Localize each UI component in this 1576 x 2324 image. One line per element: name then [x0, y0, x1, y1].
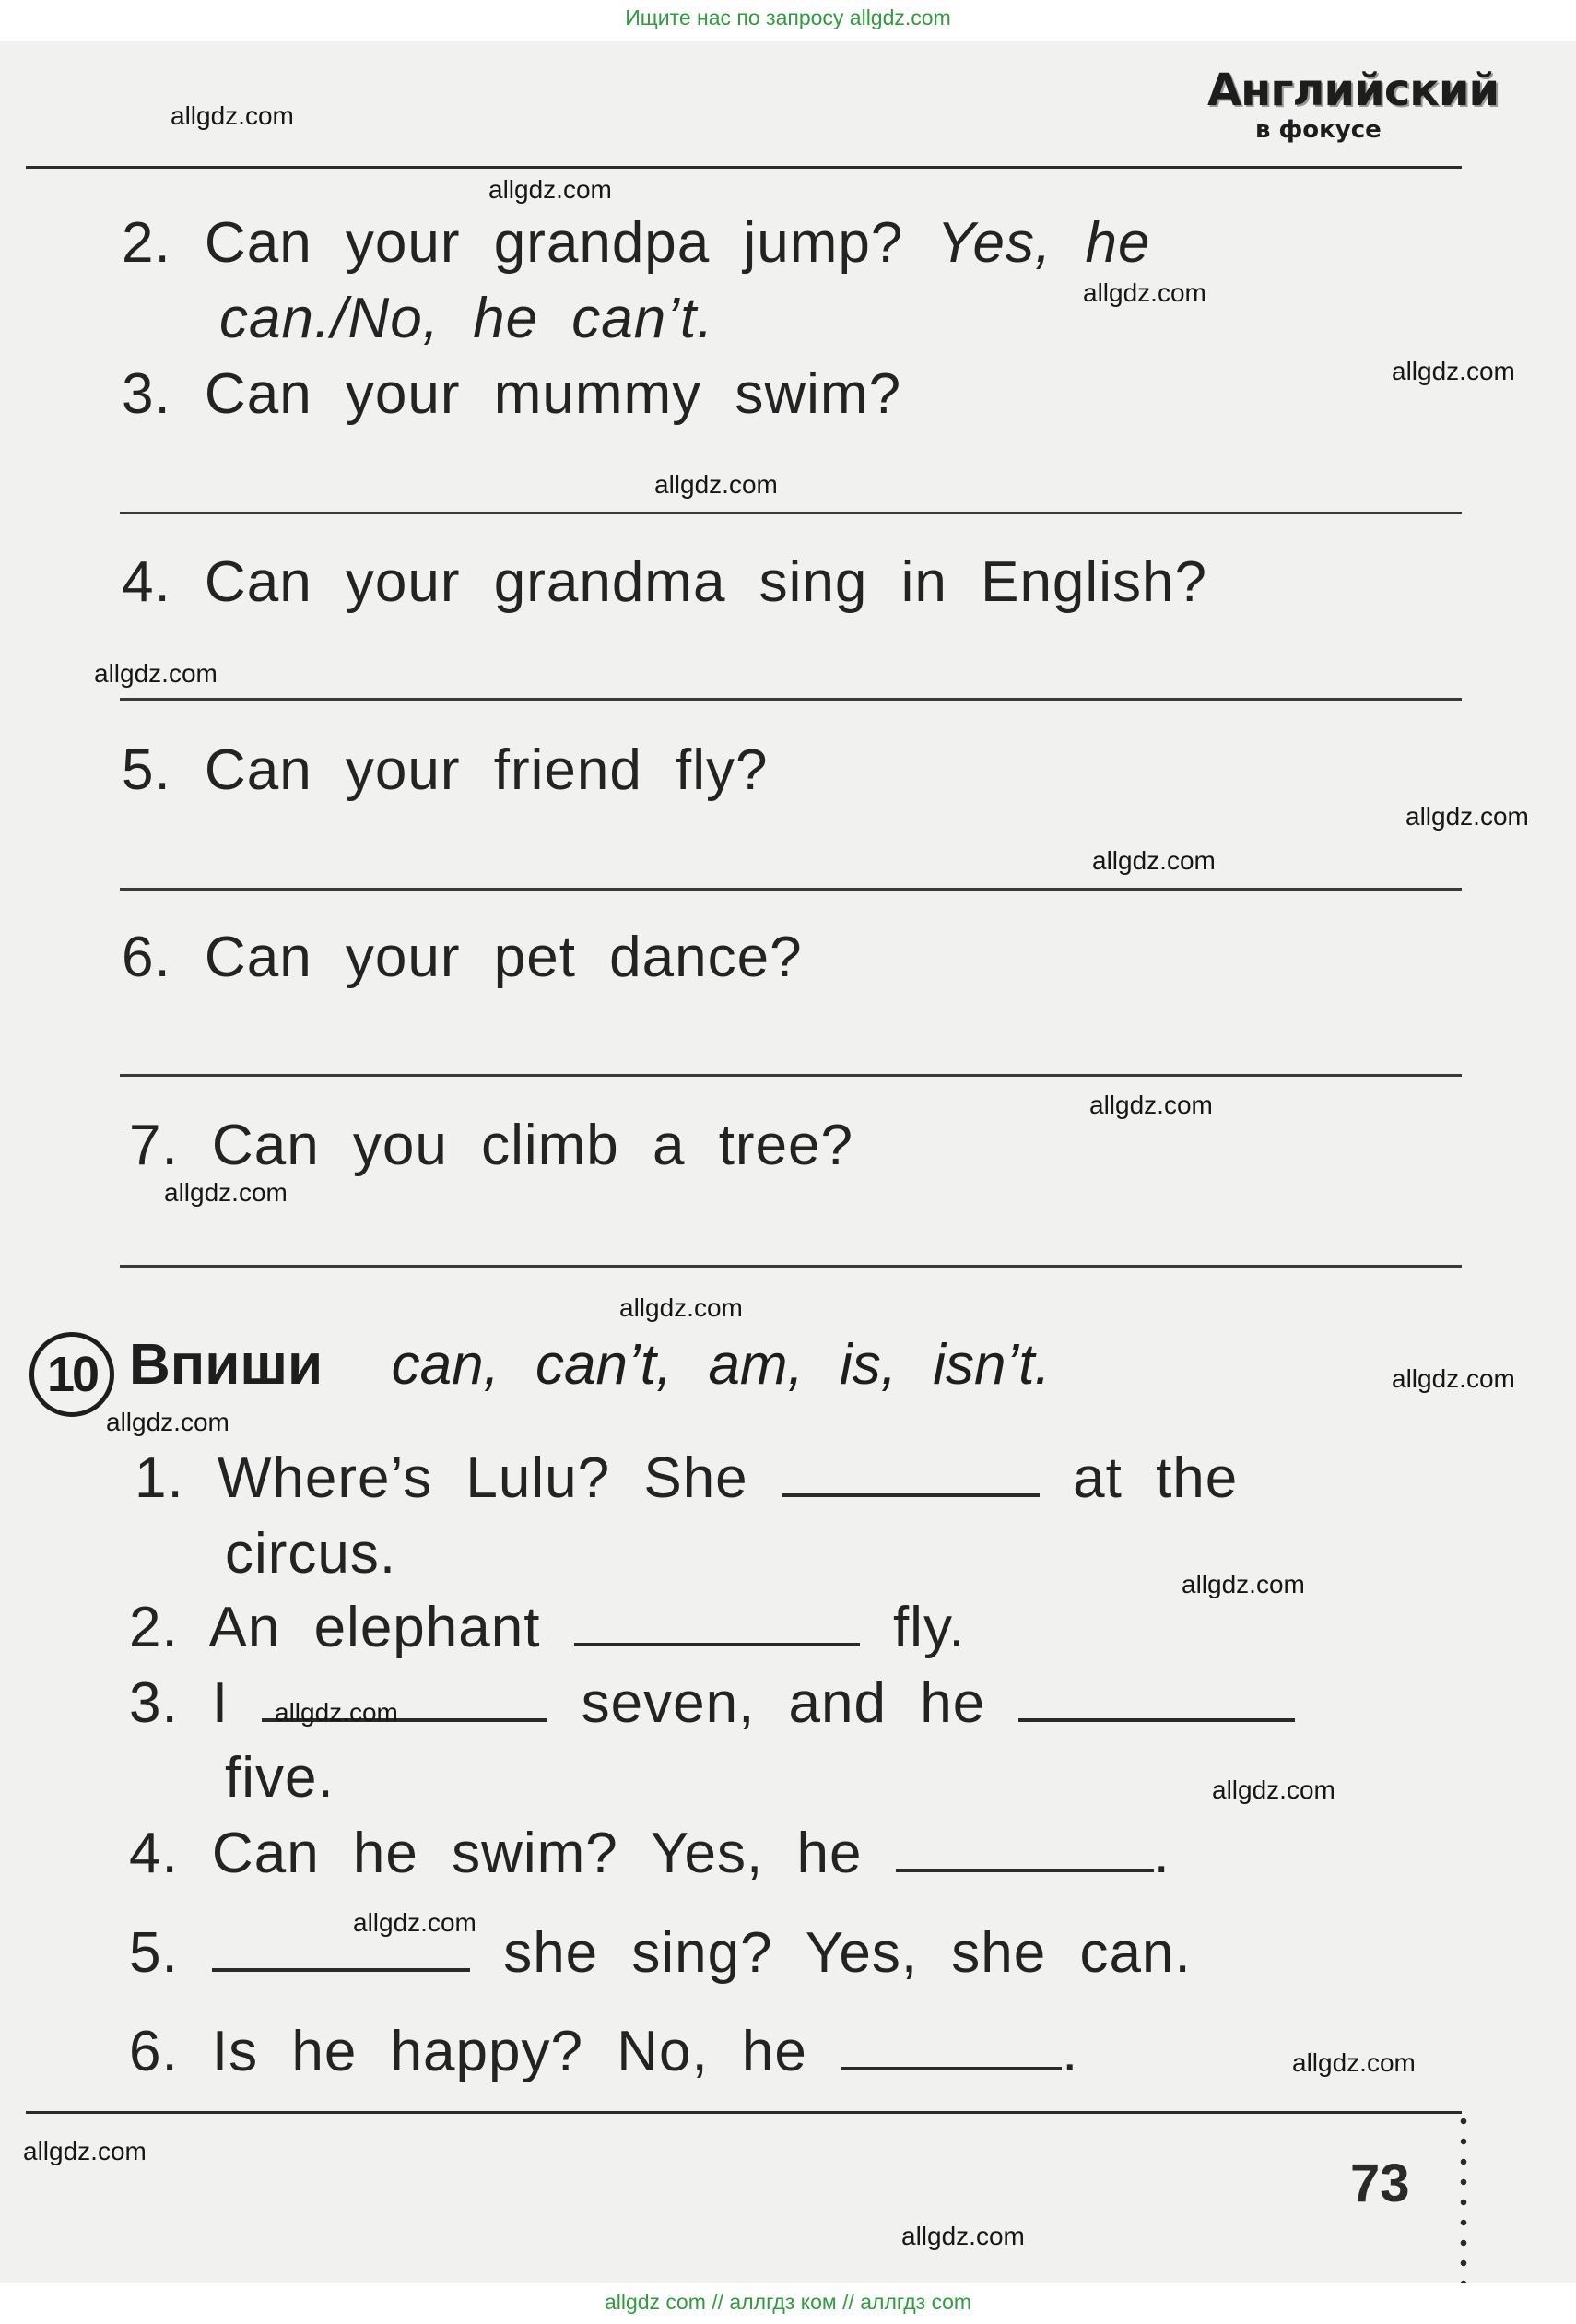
watermark: allgdz.com [94, 659, 218, 688]
question-3: 3. Can your mummy swim? [122, 362, 902, 426]
sentence-6 [129, 2019, 1078, 2084]
logo-subtitle: в фокусе [1255, 116, 1382, 144]
watermark: allgdz.com [1212, 1775, 1335, 1804]
sentence-3-middle: seven, and he [581, 1671, 986, 1735]
question-2-answer [219, 286, 714, 351]
question-2 [122, 210, 1150, 276]
blank-2[interactable] [574, 1643, 860, 1646]
watermark: allgdz.com [1405, 802, 1529, 831]
blank-5[interactable] [212, 1968, 470, 1972]
blank-3b[interactable] [1018, 1718, 1295, 1722]
watermark: allgdz.com [1092, 846, 1216, 875]
watermark: allgdz.com [619, 1293, 743, 1322]
footer-rule [26, 2111, 1462, 2114]
sentence-5 [129, 1920, 1192, 1986]
watermark: allgdz.com [171, 101, 294, 130]
watermark: allgdz.com [1089, 1091, 1213, 1119]
watermark: allgdz.com [654, 470, 778, 499]
sentence-1 [135, 1445, 1238, 1511]
sentence-1-end: at the [1073, 1446, 1239, 1510]
question-6: 6. Can your pet dance? [122, 926, 803, 989]
sentence-2 [129, 1595, 966, 1660]
answer-line-5[interactable] [120, 888, 1462, 891]
question-5: 5. Can your friend fly? [122, 738, 769, 802]
sentence-6-end: . [1062, 2020, 1079, 2083]
watermark: allgdz.com [1182, 1570, 1305, 1598]
watermark: allgdz.com [353, 1908, 476, 1937]
sentence-4 [129, 1821, 1170, 1886]
watermark: allgdz.com [106, 1408, 229, 1436]
textbook-logo [1207, 65, 1500, 147]
watermark: allgdz.com [1083, 278, 1206, 307]
sentence-5-end: she sing? Yes, she can. [503, 1921, 1192, 1985]
sentence-4-start: 4. Can he swim? Yes, he [129, 1822, 863, 1885]
answer-line-7[interactable] [120, 1265, 1462, 1268]
sentence-3-start: 3. I [129, 1671, 229, 1735]
question-2-answer-a: Yes, he [936, 211, 1151, 275]
blank-4[interactable] [896, 1869, 1154, 1872]
header-rule [26, 166, 1462, 169]
sentence-2-start: 2. An elephant [129, 1596, 541, 1659]
question-2-answer-b: can./No, he can’t. [219, 287, 714, 350]
watermark: allgdz.com [1292, 2048, 1416, 2077]
question-4: 4. Can your grandma sing in English? [122, 550, 1207, 614]
perforation-dots [1460, 2111, 1467, 2295]
watermark: allgdz.com [1392, 357, 1515, 385]
watermark: allgdz.com [23, 2137, 147, 2165]
watermark: allgdz.com [164, 1178, 288, 1207]
exercise-10-heading [129, 1332, 1051, 1398]
sentence-4-end: . [1153, 1822, 1170, 1885]
watermark: allgdz.com [488, 175, 612, 204]
sentence-2-end: fly. [892, 1596, 966, 1659]
sentence-3-continued: five. [225, 1746, 335, 1810]
sentence-1-continued: circus. [225, 1522, 397, 1586]
watermark: allgdz.com [1392, 1364, 1515, 1393]
sentence-1-start: 1. Where’s Lulu? She [135, 1446, 748, 1510]
page-number: 73 [1350, 2153, 1410, 2213]
blank-6[interactable] [841, 2067, 1062, 2070]
watermark: allgdz.com [275, 1698, 398, 1727]
answer-line-6[interactable] [120, 1074, 1462, 1077]
answer-line-4[interactable] [120, 698, 1462, 701]
exercise-10-instruction: Впиши [129, 1333, 323, 1397]
logo-title: Английский [1207, 65, 1500, 116]
bottom-banner-text[interactable]: allgdz com // аллгдз ком // аллгдз com [604, 2290, 972, 2314]
watermark: allgdz.com [901, 2222, 1025, 2250]
exercise-10-number: 10 [29, 1332, 114, 1417]
sentence-5-start: 5. [129, 1921, 179, 1985]
answer-line-3[interactable] [120, 512, 1462, 514]
exercise-10-word-list: can, can’t, am, is, isn’t. [391, 1333, 1051, 1397]
sentence-6-start: 6. Is he happy? No, he [129, 2020, 807, 2083]
blank-1[interactable] [782, 1493, 1040, 1497]
question-2-text: 2. Can your grandpa jump? [122, 211, 904, 275]
question-7: 7. Can you climb a tree? [129, 1114, 854, 1177]
top-banner-text[interactable]: Ищите нас по запросу allgdz.com [625, 6, 951, 29]
